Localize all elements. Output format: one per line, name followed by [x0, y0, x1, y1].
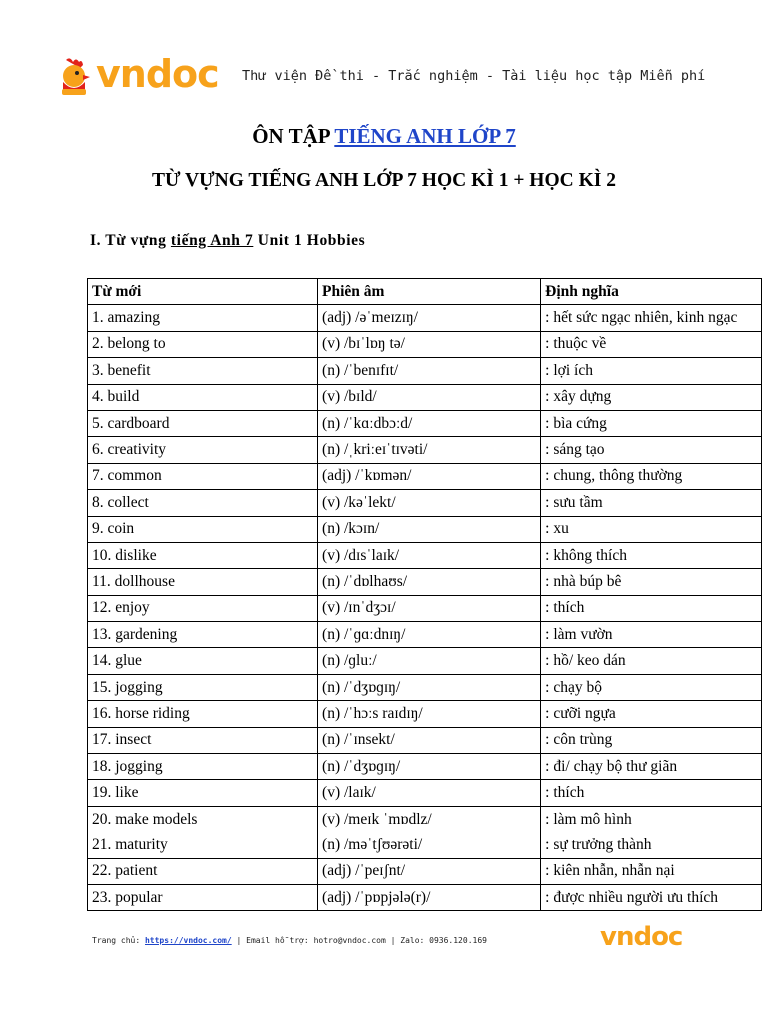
phonetic-cell: (n) /ˈdɒlhaʊs/: [318, 569, 541, 595]
word-cell: 6. creativity: [88, 437, 318, 463]
table-row: [88, 832, 762, 858]
table-header-row: [88, 279, 762, 305]
definition-cell: : đi/ chạy bộ thư giãn: [541, 754, 762, 780]
word-cell: 21. maturity: [88, 832, 318, 858]
table-row: [88, 516, 762, 542]
word-cell: 12. enjoy: [88, 595, 318, 621]
word-cell: 13. gardening: [88, 622, 318, 648]
page-subtitle: TỪ VỰNG TIẾNG ANH LỚP 7 HỌC KÌ 1 + HỌC KÌ 2: [151, 170, 616, 191]
table-row: [88, 463, 762, 489]
definition-cell: : thích: [541, 595, 762, 621]
word-cell: 3. benefit: [88, 358, 318, 384]
page-title-prefix: ÔN TẬP: [252, 124, 335, 148]
table-row: [88, 437, 762, 463]
definition-cell: : bìa cứng: [541, 410, 762, 436]
phonetic-cell: (n) /ˌkriːeɪˈtɪvəti/: [318, 437, 541, 463]
table-row: [88, 622, 762, 648]
phonetic-cell: (adj) /ˈpeɪʃnt/: [318, 858, 541, 884]
phonetic-cell: (adj) /ˈkɒmən/: [318, 463, 541, 489]
definition-cell: : sự trưởng thành: [541, 832, 762, 858]
word-cell: 20. make models: [88, 806, 318, 832]
phonetic-cell: (n) /ˈdʒɒɡɪŋ/: [318, 754, 541, 780]
definition-cell: : chạy bộ: [541, 674, 762, 700]
table-row: [88, 595, 762, 621]
header-dinh-nghia: Định nghĩa: [541, 279, 762, 305]
word-cell: 7. common: [88, 463, 318, 489]
word-cell: 4. build: [88, 384, 318, 410]
word-cell: 18. jogging: [88, 754, 318, 780]
page-title-link[interactable]: TIẾNG ANH LỚP 7: [334, 124, 516, 148]
word-cell: 19. like: [88, 780, 318, 806]
table-row: [88, 305, 762, 331]
vocabulary-table-body: [88, 305, 762, 911]
section-heading-prefix: I. Từ vựng: [90, 232, 171, 249]
word-cell: 14. glue: [88, 648, 318, 674]
vocabulary-table: [87, 278, 762, 911]
phonetic-cell: (adj) /əˈmeɪzɪŋ/: [318, 305, 541, 331]
definition-cell: : chung, thông thường: [541, 463, 762, 489]
footer-logo[interactable]: vndoc: [600, 922, 683, 952]
phonetic-cell: (v) /dɪsˈlaɪk/: [318, 542, 541, 568]
table-row: [88, 884, 762, 910]
definition-cell: : lợi ích: [541, 358, 762, 384]
table-row: [88, 410, 762, 436]
phonetic-cell: (n) /ˈkɑːdbɔːd/: [318, 410, 541, 436]
table-row: [88, 490, 762, 516]
table-row: [88, 358, 762, 384]
word-cell: 5. cardboard: [88, 410, 318, 436]
phonetic-cell: (n) /ˈdʒɒɡɪŋ/: [318, 674, 541, 700]
footer-home-label: Trang chủ:: [92, 936, 145, 945]
phonetic-cell: (adj) /ˈpɒpjələ(r)/: [318, 884, 541, 910]
table-row: [88, 754, 762, 780]
definition-cell: : sáng tạo: [541, 437, 762, 463]
page-footer: [92, 936, 487, 945]
phonetic-cell: (v) /bɪld/: [318, 384, 541, 410]
phonetic-cell: (n) /ˈbenɪfɪt/: [318, 358, 541, 384]
page-title: [0, 124, 768, 149]
site-tagline: Thư viện Đề thi - Trắc nghiệm - Tài liệu học tập Miễn phí: [242, 68, 706, 84]
phonetic-cell: (n) /kɔɪn/: [318, 516, 541, 542]
definition-cell: : thuộc về: [541, 331, 762, 357]
table-row: [88, 727, 762, 753]
phonetic-cell: (n) /məˈtʃʊərəti/: [318, 832, 541, 858]
word-cell: 17. insect: [88, 727, 318, 753]
rooster-mascot-icon: [52, 56, 96, 100]
definition-cell: : sưu tầm: [541, 490, 762, 516]
word-cell: 9. coin: [88, 516, 318, 542]
phonetic-cell: (n) /ˈɡɑːdnɪŋ/: [318, 622, 541, 648]
definition-cell: : làm vườn: [541, 622, 762, 648]
phonetic-cell: (v) /ɪnˈdʒɔɪ/: [318, 595, 541, 621]
definition-cell: : được nhiều người ưu thích: [541, 884, 762, 910]
phonetic-cell: (n) /ɡluː/: [318, 648, 541, 674]
word-cell: 22. patient: [88, 858, 318, 884]
phonetic-cell: (v) /laɪk/: [318, 780, 541, 806]
table-row: [88, 331, 762, 357]
table-row: [88, 858, 762, 884]
table-row: [88, 542, 762, 568]
word-cell: 10. dislike: [88, 542, 318, 568]
definition-cell: : kiên nhẫn, nhẫn nại: [541, 858, 762, 884]
footer-home-link[interactable]: https://vndoc.com/: [144, 936, 232, 945]
phonetic-cell: (v) /meɪk ˈmɒdlz/: [318, 806, 541, 832]
definition-cell: : xây dựng: [541, 384, 762, 410]
table-row: [88, 780, 762, 806]
table-row: [88, 384, 762, 410]
table-row: [88, 648, 762, 674]
definition-cell: : xu: [541, 516, 762, 542]
table-row: [88, 806, 762, 832]
word-cell: 8. collect: [88, 490, 318, 516]
word-cell: 23. popular: [88, 884, 318, 910]
definition-cell: : hồ/ keo dán: [541, 648, 762, 674]
definition-cell: : côn trùng: [541, 727, 762, 753]
definition-cell: : làm mô hình: [541, 806, 762, 832]
phonetic-cell: (n) /ˈhɔːs raɪdɪŋ/: [318, 701, 541, 727]
word-cell: 11. dollhouse: [88, 569, 318, 595]
section-heading: [90, 232, 365, 250]
definition-cell: : hết sức ngạc nhiên, kinh ngạc: [541, 305, 762, 331]
phonetic-cell: (v) /bɪˈlɒŋ tə/: [318, 331, 541, 357]
word-cell: 15. jogging: [88, 674, 318, 700]
header-tu-moi: Từ mới: [88, 279, 318, 305]
logo-wordmark: vndoc: [96, 52, 219, 96]
word-cell: 1. amazing: [88, 305, 318, 331]
footer-contact: | Email hỗ trợ: hotro@vndoc.com | Zalo: 0936.120.169: [231, 936, 487, 945]
page-header: [52, 52, 742, 100]
definition-cell: : cưỡi ngựa: [541, 701, 762, 727]
table-row: [88, 569, 762, 595]
definition-cell: : không thích: [541, 542, 762, 568]
definition-cell: : thích: [541, 780, 762, 806]
section-heading-link[interactable]: tiếng Anh 7: [170, 232, 254, 249]
table-row: [88, 674, 762, 700]
phonetic-cell: (v) /kəˈlekt/: [318, 490, 541, 516]
definition-cell: : nhà búp bê: [541, 569, 762, 595]
header-phien-am: Phiên âm: [318, 279, 541, 305]
table-row: [88, 701, 762, 727]
phonetic-cell: (n) /ˈɪnsekt/: [318, 727, 541, 753]
vndoc-logo[interactable]: [52, 52, 222, 100]
word-cell: 16. horse riding: [88, 701, 318, 727]
section-heading-suffix: Unit 1 Hobbies: [253, 232, 366, 249]
word-cell: 2. belong to: [88, 331, 318, 357]
